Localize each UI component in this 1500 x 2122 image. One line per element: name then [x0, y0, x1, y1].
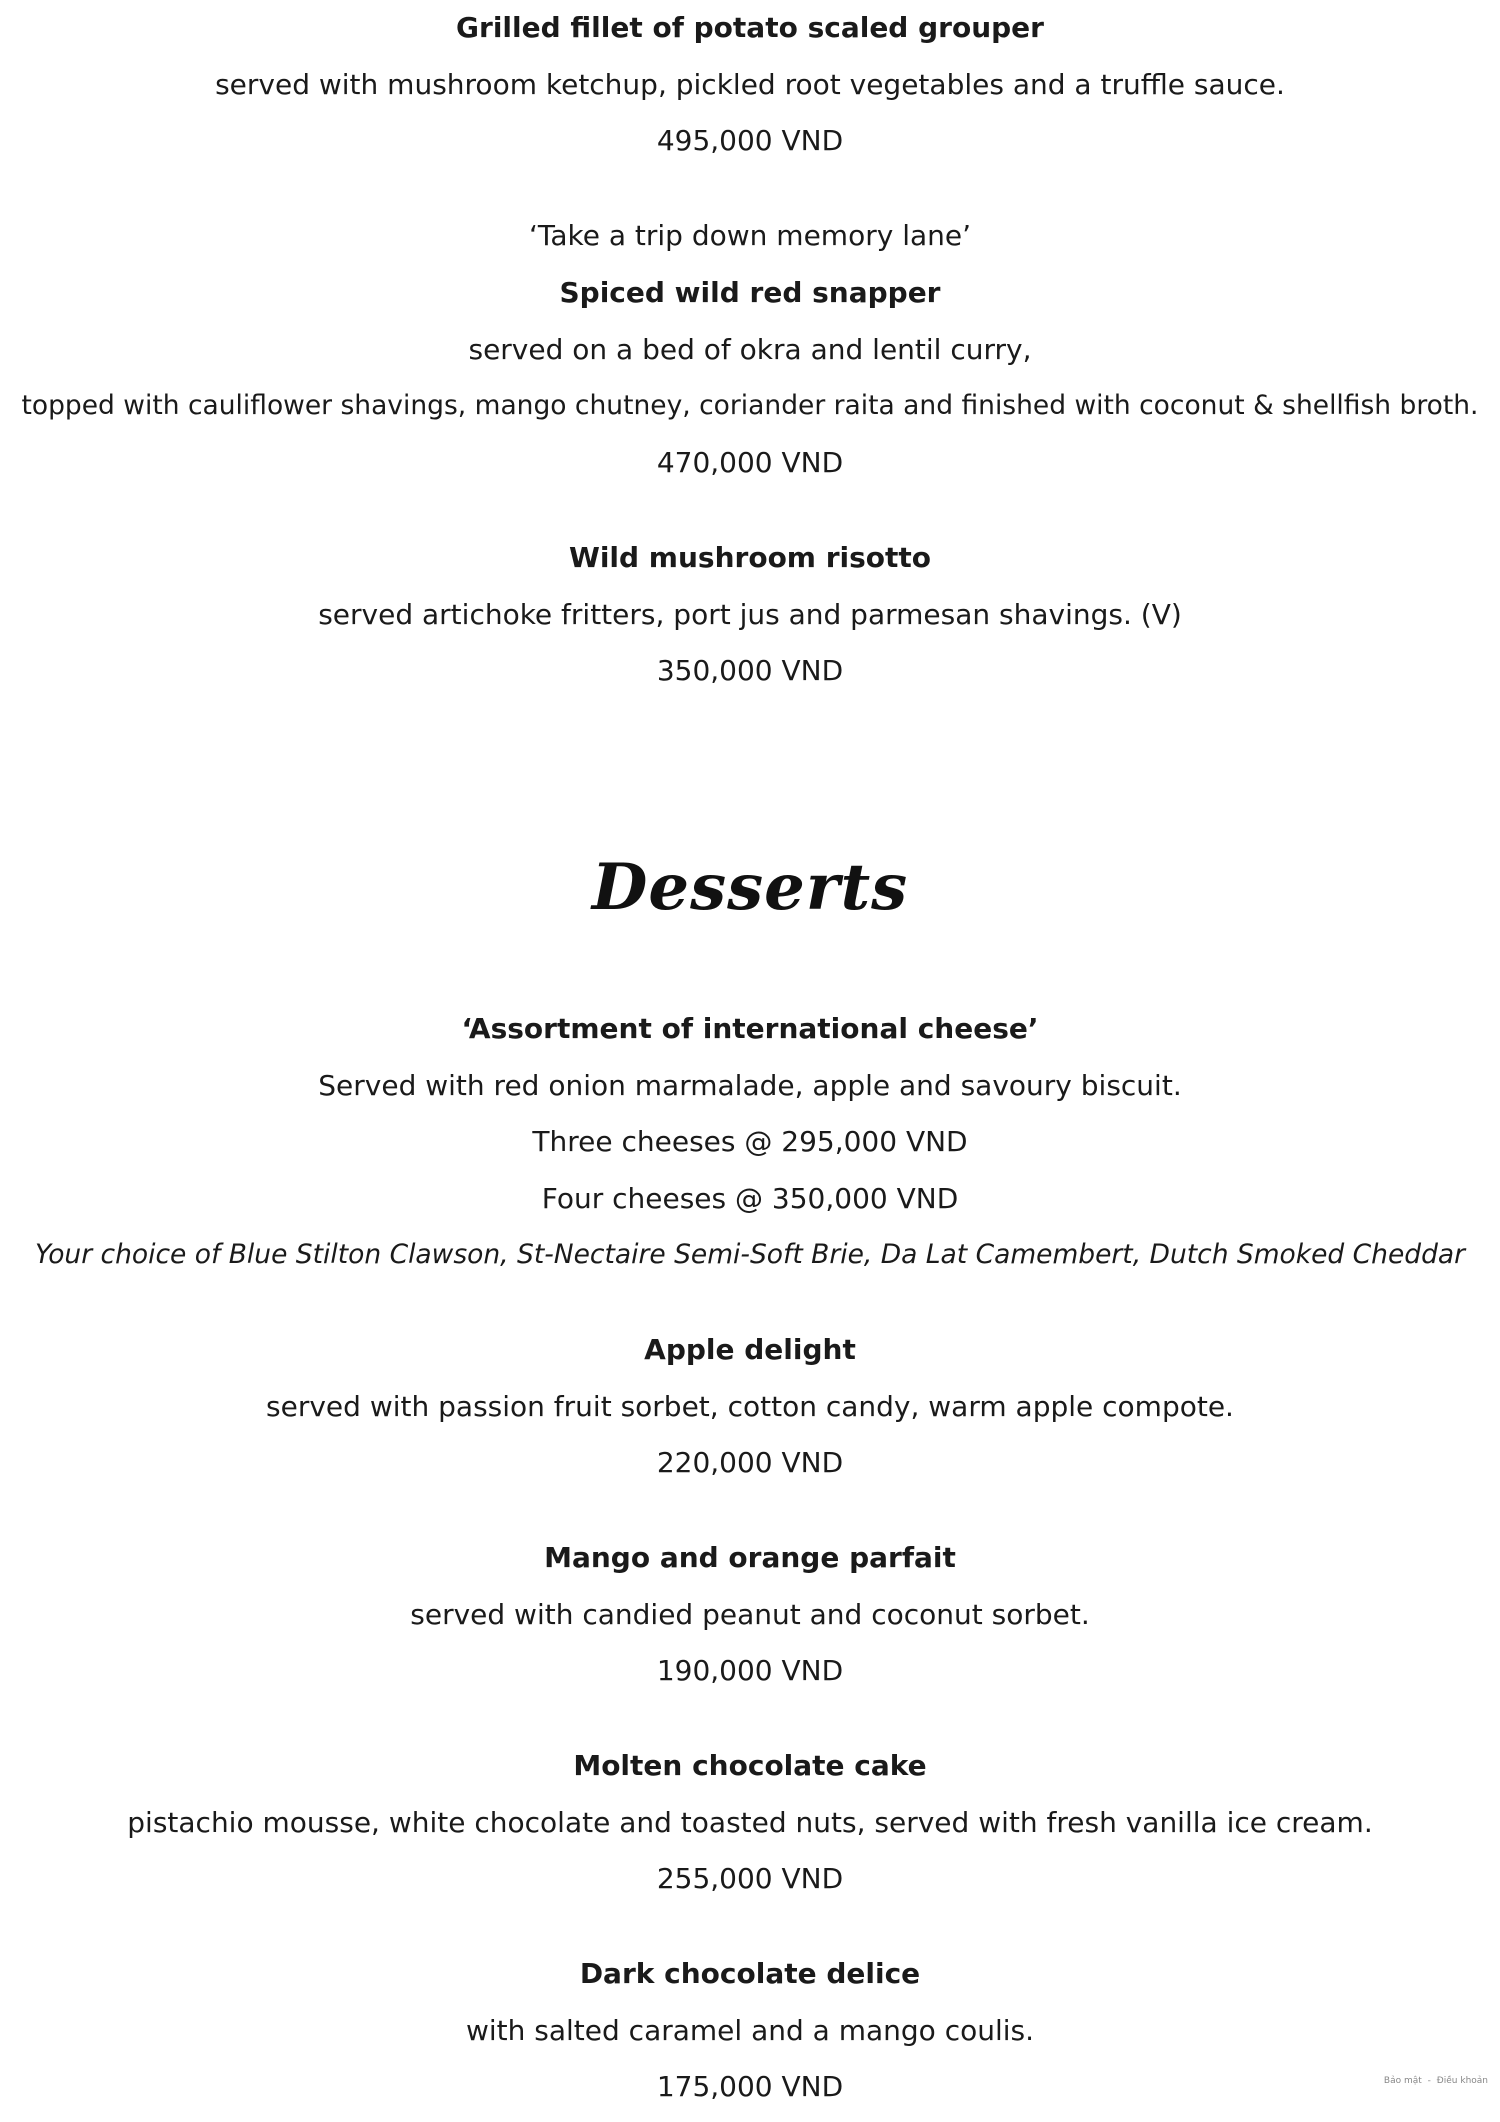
dish-desc-cheese: Served with red onion marmalade, apple and savoury biscuit.	[318, 1069, 1182, 1102]
dish-name-apple: Apple delight	[644, 1333, 856, 1366]
dish-price-parfait: 190,000 VND	[656, 1654, 844, 1687]
footer-links	[1381, 2076, 1488, 2086]
dish-name-molten-cake: Molten chocolate cake	[573, 1749, 927, 1782]
dish-name-parfait: Mango and orange parfait	[544, 1541, 956, 1574]
terms-link[interactable]: Điều khoản	[1436, 2076, 1488, 2086]
dish-desc-risotto: served artichoke fritters, port jus and parmesan shavings. (V)	[318, 598, 1182, 631]
dish-desc2-snapper: topped with cauliflower shavings, mango chutney, coriander raita and finished with coconut & shellfish broth.	[21, 390, 1479, 421]
dish-desc-parfait: served with candied peanut and coconut sorbet.	[410, 1598, 1090, 1631]
dish-name-grouper: Grilled fillet of potato scaled grouper	[456, 11, 1044, 44]
dish-desc-delice: with salted caramel and a mango coulis.	[465, 2014, 1035, 2047]
dish-name-delice: Dark chocolate delice	[579, 1957, 921, 1990]
dish-price-risotto: 350,000 VND	[656, 654, 844, 687]
dish-name-risotto: Wild mushroom risotto	[568, 541, 932, 574]
cheese-choice-note: Your choice of Blue Stilton Clawson, St-Nectaire Semi-Soft Brie, Da Lat Camembert, Dutch Smoked Cheddar	[34, 1239, 1466, 1270]
cheese-three-price: Three cheeses @ 295,000 VND	[532, 1125, 968, 1158]
dish-name-cheese: ‘Assortment of international cheese’	[461, 1012, 1039, 1045]
dish-desc-snapper: served on a bed of okra and lentil curry,	[468, 333, 1032, 366]
dish-desc-molten-cake: pistachio mousse, white chocolate and toasted nuts, served with fresh vanilla ice cream.	[127, 1806, 1373, 1839]
cheese-four-price: Four cheeses @ 350,000 VND	[541, 1182, 959, 1215]
dish-price-delice: 175,000 VND	[656, 2070, 844, 2103]
dish-price-apple: 220,000 VND	[656, 1446, 844, 1479]
dish-price-molten-cake: 255,000 VND	[656, 1862, 844, 1895]
dish-price-grouper: 495,000 VND	[656, 124, 844, 157]
dish-tagline-snapper: ‘Take a trip down memory lane’	[528, 219, 972, 252]
dish-name-snapper: Spiced wild red snapper	[559, 276, 941, 309]
privacy-link[interactable]: Bảo mật	[1383, 2076, 1422, 2086]
dish-desc-grouper: served with mushroom ketchup, pickled root vegetables and a truffle sauce.	[215, 68, 1285, 101]
dish-price-snapper: 470,000 VND	[656, 446, 844, 479]
desserts-heading: Desserts	[591, 850, 909, 925]
dish-desc-apple: served with passion fruit sorbet, cotton candy, warm apple compote.	[266, 1390, 1234, 1423]
footer-separator: -	[1427, 2076, 1431, 2086]
